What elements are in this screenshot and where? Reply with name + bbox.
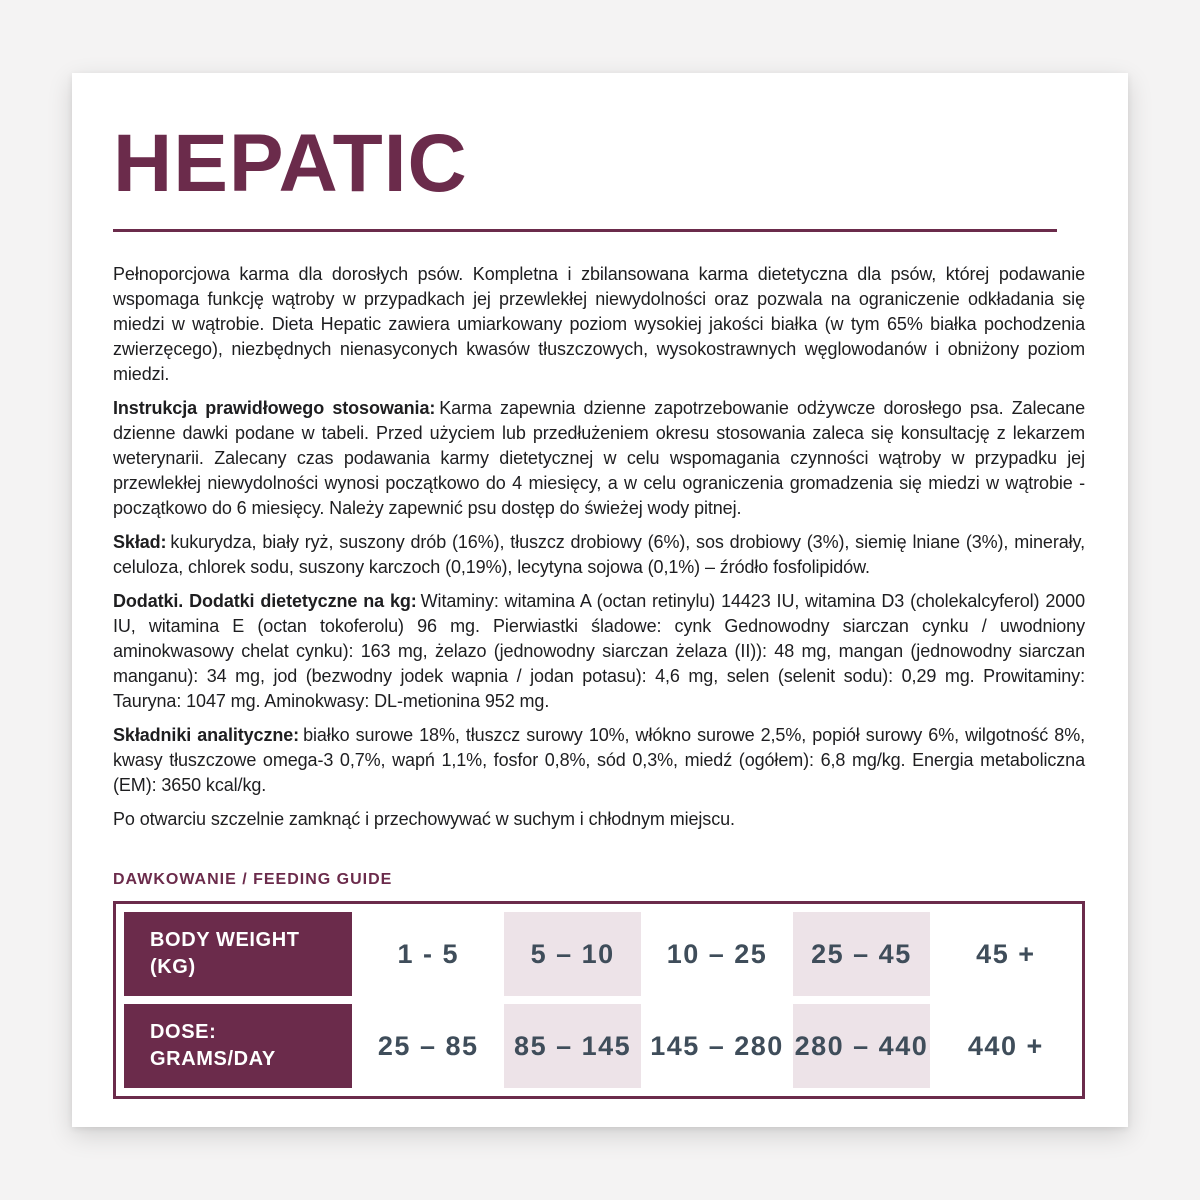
paragraph-text: białko surowe 18%, tłuszcz surowy 10%, włókno surowe 2,5%, popiół surowy 6%, wilgotność 8%, kwasy tłuszczowe omega-3 0,7%, wapń 1,1%, fosfor 0,8%, sód 0,3%, miedź (ogółem): 6,8 mg/kg. Energia metaboliczna (EM): 3650 kcal/kg.: [113, 725, 1085, 795]
feeding-guide-section: [113, 871, 1085, 1099]
usage-instructions: [113, 396, 1085, 521]
weight-range-cell: 45 +: [976, 938, 1036, 969]
row-header-line1: BODY WEIGHT: [150, 929, 300, 951]
feeding-guide-table: [113, 901, 1085, 1099]
feeding-guide-heading: DAWKOWANIE / FEEDING GUIDE: [113, 871, 393, 888]
row-header-line1: DOSE:: [150, 1021, 217, 1043]
page-title: HEPATIC: [113, 118, 468, 209]
label-content: [72, 73, 1128, 1127]
dose-range-cell: 145 – 280: [650, 1030, 784, 1061]
paragraph-text: Karma zapewnia dzienne zapotrzebowanie odżywcze dorosłego psa. Zalecane dzienne dawki podane w tabeli. Przed użyciem lub przedłużeniem okresu stosowania zaleca się konsultację z lekarzem weterynarii. Zalecany czas podawania karmy dietetycznej w celu wspomagania czynności wątroby w przypadku jej przewlekłej niewydolności wynosi początkowo do 4 miesięcy, a w celu ograniczenia gromadzenia się miedzi w wątrobie - początkowo do 6 miesięcy. Należy zapewnić psu dostęp do świeżej wody pitnej.: [113, 398, 1085, 518]
row-header-line2: (KG): [150, 956, 196, 978]
ingredients: [113, 530, 1085, 580]
product-description: [113, 262, 1085, 387]
row-header-line2: GRAMS/DAY: [150, 1048, 276, 1070]
dose-range-cell: 25 – 85: [377, 1030, 479, 1061]
paragraph-lead: Składniki analityczne:: [113, 725, 300, 745]
table-row-dose: [124, 1004, 1074, 1088]
paragraph-text: Witaminy: witamina A (octan retinylu) 14423 IU, witamina D3 (cholekalcyferol) 2000 IU, witamina E (octan tokoferolu) 96 mg. Pierwiastki śladowe: cynk Gednowodny siarczan cynku / uwodniony aminokwasowy chelat cynku): 163 mg, żelazo (jednowodny siarczan żelaza (II)): 48 mg, mangan (jednowodny siarczan manganu): 34 mg, jod (bezwodny jodek wapnia / jodan potasu): 4,6 mg, selen (selenit sodu): 0,29 mg. Prowitaminy: Tauryna: 1047 mg. Aminokwasy: DL-metionina 952 mg.: [113, 591, 1085, 711]
title-divider: [113, 229, 1057, 232]
storage-note: [113, 807, 1085, 832]
dose-range-cell: 85 – 145: [504, 1004, 640, 1088]
paragraph-lead: Instrukcja prawidłowego stosowania:: [113, 398, 436, 418]
paragraph-text: kukurydza, biały ryż, suszony drób (16%), tłuszcz drobiowy (6%), sos drobiowy (3%), siemię lniane (3%), minerały, celuloza, chlorek sodu, suszony karczoch (0,19%), lecytyna sojowa (0,1%) – źródło fosfolipidów.: [113, 532, 1085, 577]
weight-range-cell: 10 – 25: [666, 938, 768, 969]
dose-range-cell: 280 – 440: [793, 1004, 929, 1088]
paragraph-text: Po otwarciu szczelnie zamknąć i przechowywać w suchym i chłodnym miejscu.: [113, 809, 735, 829]
additives: [113, 589, 1085, 714]
label-card: [72, 73, 1128, 1127]
dose-range-cell: 440 +: [967, 1030, 1044, 1061]
paragraph-lead: Skład:: [113, 532, 167, 552]
paragraph-text: Pełnoporcjowa karma dla dorosłych psów. Kompletna i zbilansowana karma dietetyczna dla psów, której podawanie wspomaga funkcję wątroby w przypadkach jej przewlekłej niewydolności oraz pozwala na ograniczenie odkładania się miedzi w wątrobie. Dieta Hepatic zawiera umiarkowany poziom wysokiej jakości białka (w tym 65% białka pochodzenia zwierzęcego), niezbędnych nienasyconych kwasów tłuszczowych, wysokostrawnych węglowodanów i obniżony poziom miedzi.: [113, 264, 1085, 384]
row-header-cell-dose: [124, 1004, 352, 1088]
label-body-text: [113, 262, 1085, 841]
paragraph-lead: Dodatki. Dodatki dietetyczne na kg:: [113, 591, 417, 611]
row-header-cell-body-weight: [124, 912, 352, 996]
analytical-components: [113, 723, 1085, 798]
weight-range-cell: 25 – 45: [793, 912, 929, 996]
weight-range-cell: 5 – 10: [504, 912, 640, 996]
weight-range-cell: 1 - 5: [397, 938, 459, 969]
table-row-body-weight: [124, 912, 1074, 996]
